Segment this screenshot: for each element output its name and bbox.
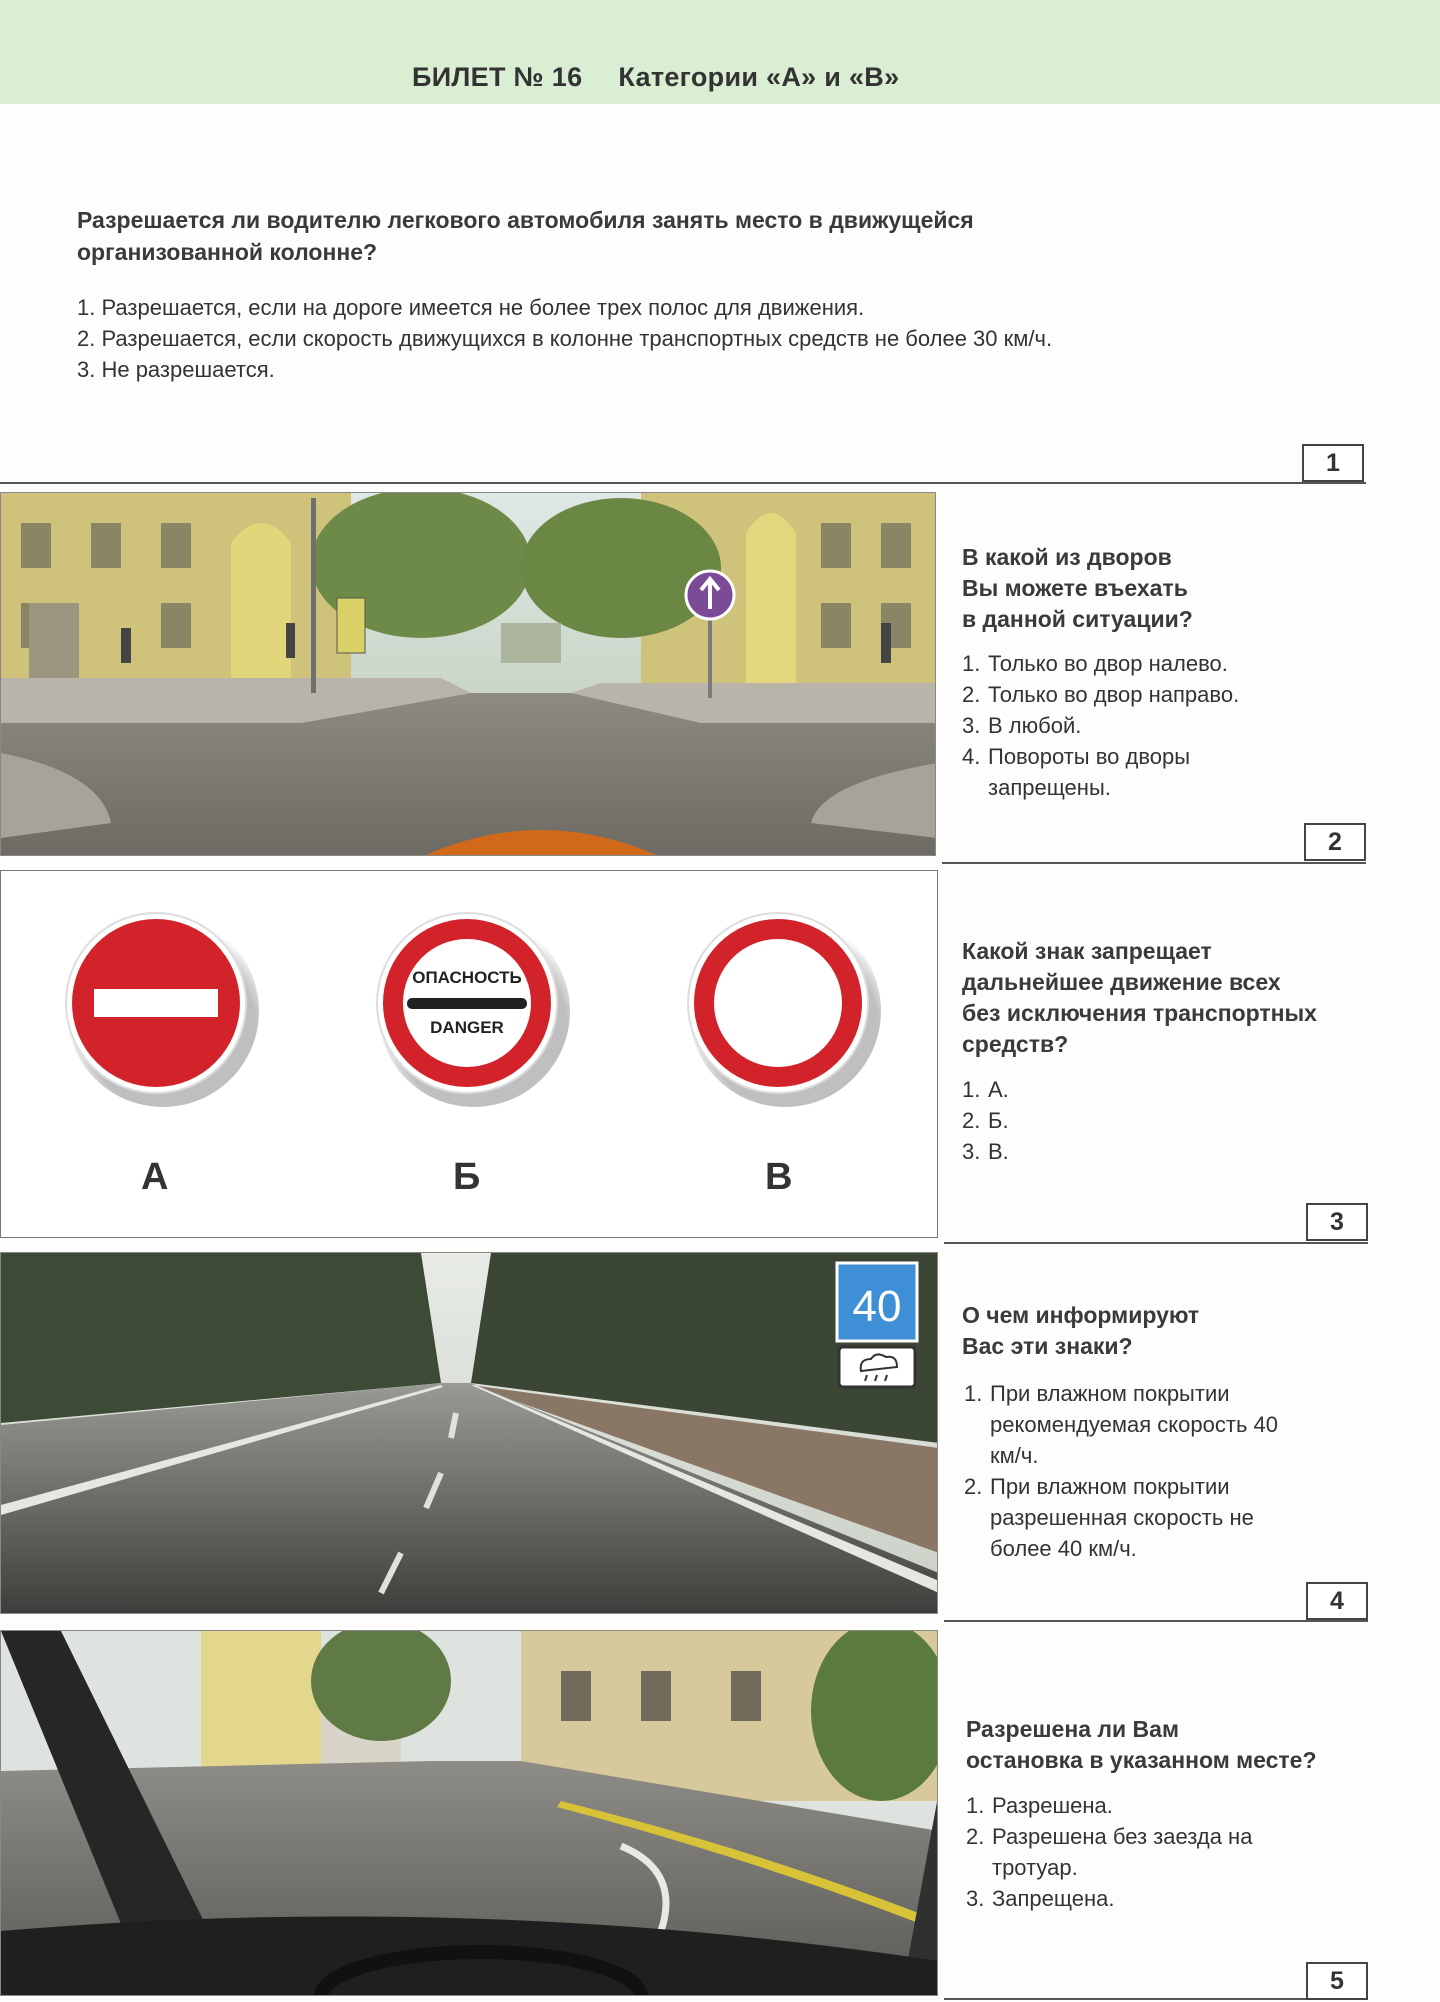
- page-header: [0, 0, 1440, 104]
- q3-options: [962, 1074, 1009, 1167]
- q3-option-1[interactable]: 1. А.: [962, 1077, 1009, 1102]
- q3-number: 3: [1306, 1203, 1368, 1241]
- sign-a-no-entry-icon[interactable]: [66, 913, 259, 1107]
- q2-intersection-photo: [0, 492, 936, 856]
- q5-option-2[interactable]: 2. Разрешена без заезда на тротуар.: [966, 1824, 1253, 1880]
- q3-divider: [944, 1242, 1368, 1244]
- q1-option-2[interactable]: 2. Разрешается, если скорость движущихся в колонне транспортных средств не более 30 км/ч.: [77, 326, 1053, 351]
- sign-label-b: Б: [453, 1156, 481, 1198]
- q2-question: В какой из дворов Вы можете въехать в данной ситуации?: [962, 544, 1193, 632]
- q3-signs-panel: [0, 870, 938, 1238]
- ticket-categories: Категории «А» и «В»: [618, 62, 900, 92]
- q3-option-3[interactable]: 3. В.: [962, 1139, 1009, 1164]
- sign-label-a: А: [141, 1156, 169, 1198]
- sign-v-no-vehicles-icon[interactable]: [688, 913, 881, 1107]
- q2-option-3[interactable]: 3. В любой.: [962, 713, 1082, 738]
- q2-options: [962, 648, 1342, 803]
- q5-number: 5: [1306, 1962, 1368, 2000]
- q4-options: [964, 1378, 1324, 1564]
- q1-divider: [0, 482, 1366, 484]
- q5-question: Разрешена ли Вам остановка в указанном месте?: [966, 1716, 1317, 1773]
- q3-option-2[interactable]: 2. Б.: [962, 1108, 1009, 1133]
- q2-option-2[interactable]: 2. Только во двор направо.: [962, 682, 1240, 707]
- ticket-title: [412, 62, 899, 93]
- q1-option-3[interactable]: 3. Не разрешается.: [77, 357, 275, 382]
- q3-question: Какой знак запрещает дальнейшее движение всех без исключения транспортных средств?: [962, 938, 1317, 1057]
- q2-option-1[interactable]: 1. Только во двор налево.: [962, 651, 1228, 676]
- q5-option-1[interactable]: 1. Разрешена.: [966, 1793, 1113, 1818]
- q2-option-4[interactable]: 4. Повороты во дворы запрещены.: [962, 744, 1191, 800]
- q4-divider: [944, 1620, 1368, 1622]
- q4-option-2[interactable]: 2. При влажном покрытии разрешенная скорость не более 40 км/ч.: [964, 1474, 1254, 1561]
- q2-divider: [942, 862, 1366, 864]
- q4-option-1[interactable]: 1. При влажном покрытии рекомендуемая скорость 40 км/ч.: [964, 1381, 1278, 1468]
- q2-number: 2: [1304, 823, 1366, 861]
- q5-street-photo: [0, 1630, 938, 1996]
- q1-question: Разрешается ли водителю легкового автомобиля занять место в движущейся организованной колонне?: [77, 207, 974, 265]
- q4-number: 4: [1306, 1582, 1368, 1620]
- danger-top-text: ОПАСНОСТЬ: [412, 968, 522, 987]
- q1-number: 1: [1302, 444, 1364, 482]
- q1-options: [77, 292, 1052, 385]
- ticket-number: БИЛЕТ № 16: [412, 62, 583, 92]
- q4-wet-road-photo: [0, 1252, 938, 1614]
- q5-options: [966, 1790, 1326, 1914]
- q5-divider: [944, 1998, 1368, 2000]
- q4-question: О чем информируют Вас эти знаки?: [962, 1302, 1200, 1359]
- q1-option-1[interactable]: 1. Разрешается, если на дороге имеется не более трех полос для движения.: [77, 295, 865, 320]
- q4-speed-sign-value: 40: [852, 1282, 902, 1331]
- danger-bottom-text: DANGER: [430, 1018, 504, 1037]
- q5-option-3[interactable]: 3. Запрещена.: [966, 1886, 1115, 1911]
- sign-b-danger-icon[interactable]: [377, 913, 570, 1107]
- sign-label-v: В: [765, 1156, 793, 1198]
- wet-road-plate-icon: [839, 1347, 915, 1387]
